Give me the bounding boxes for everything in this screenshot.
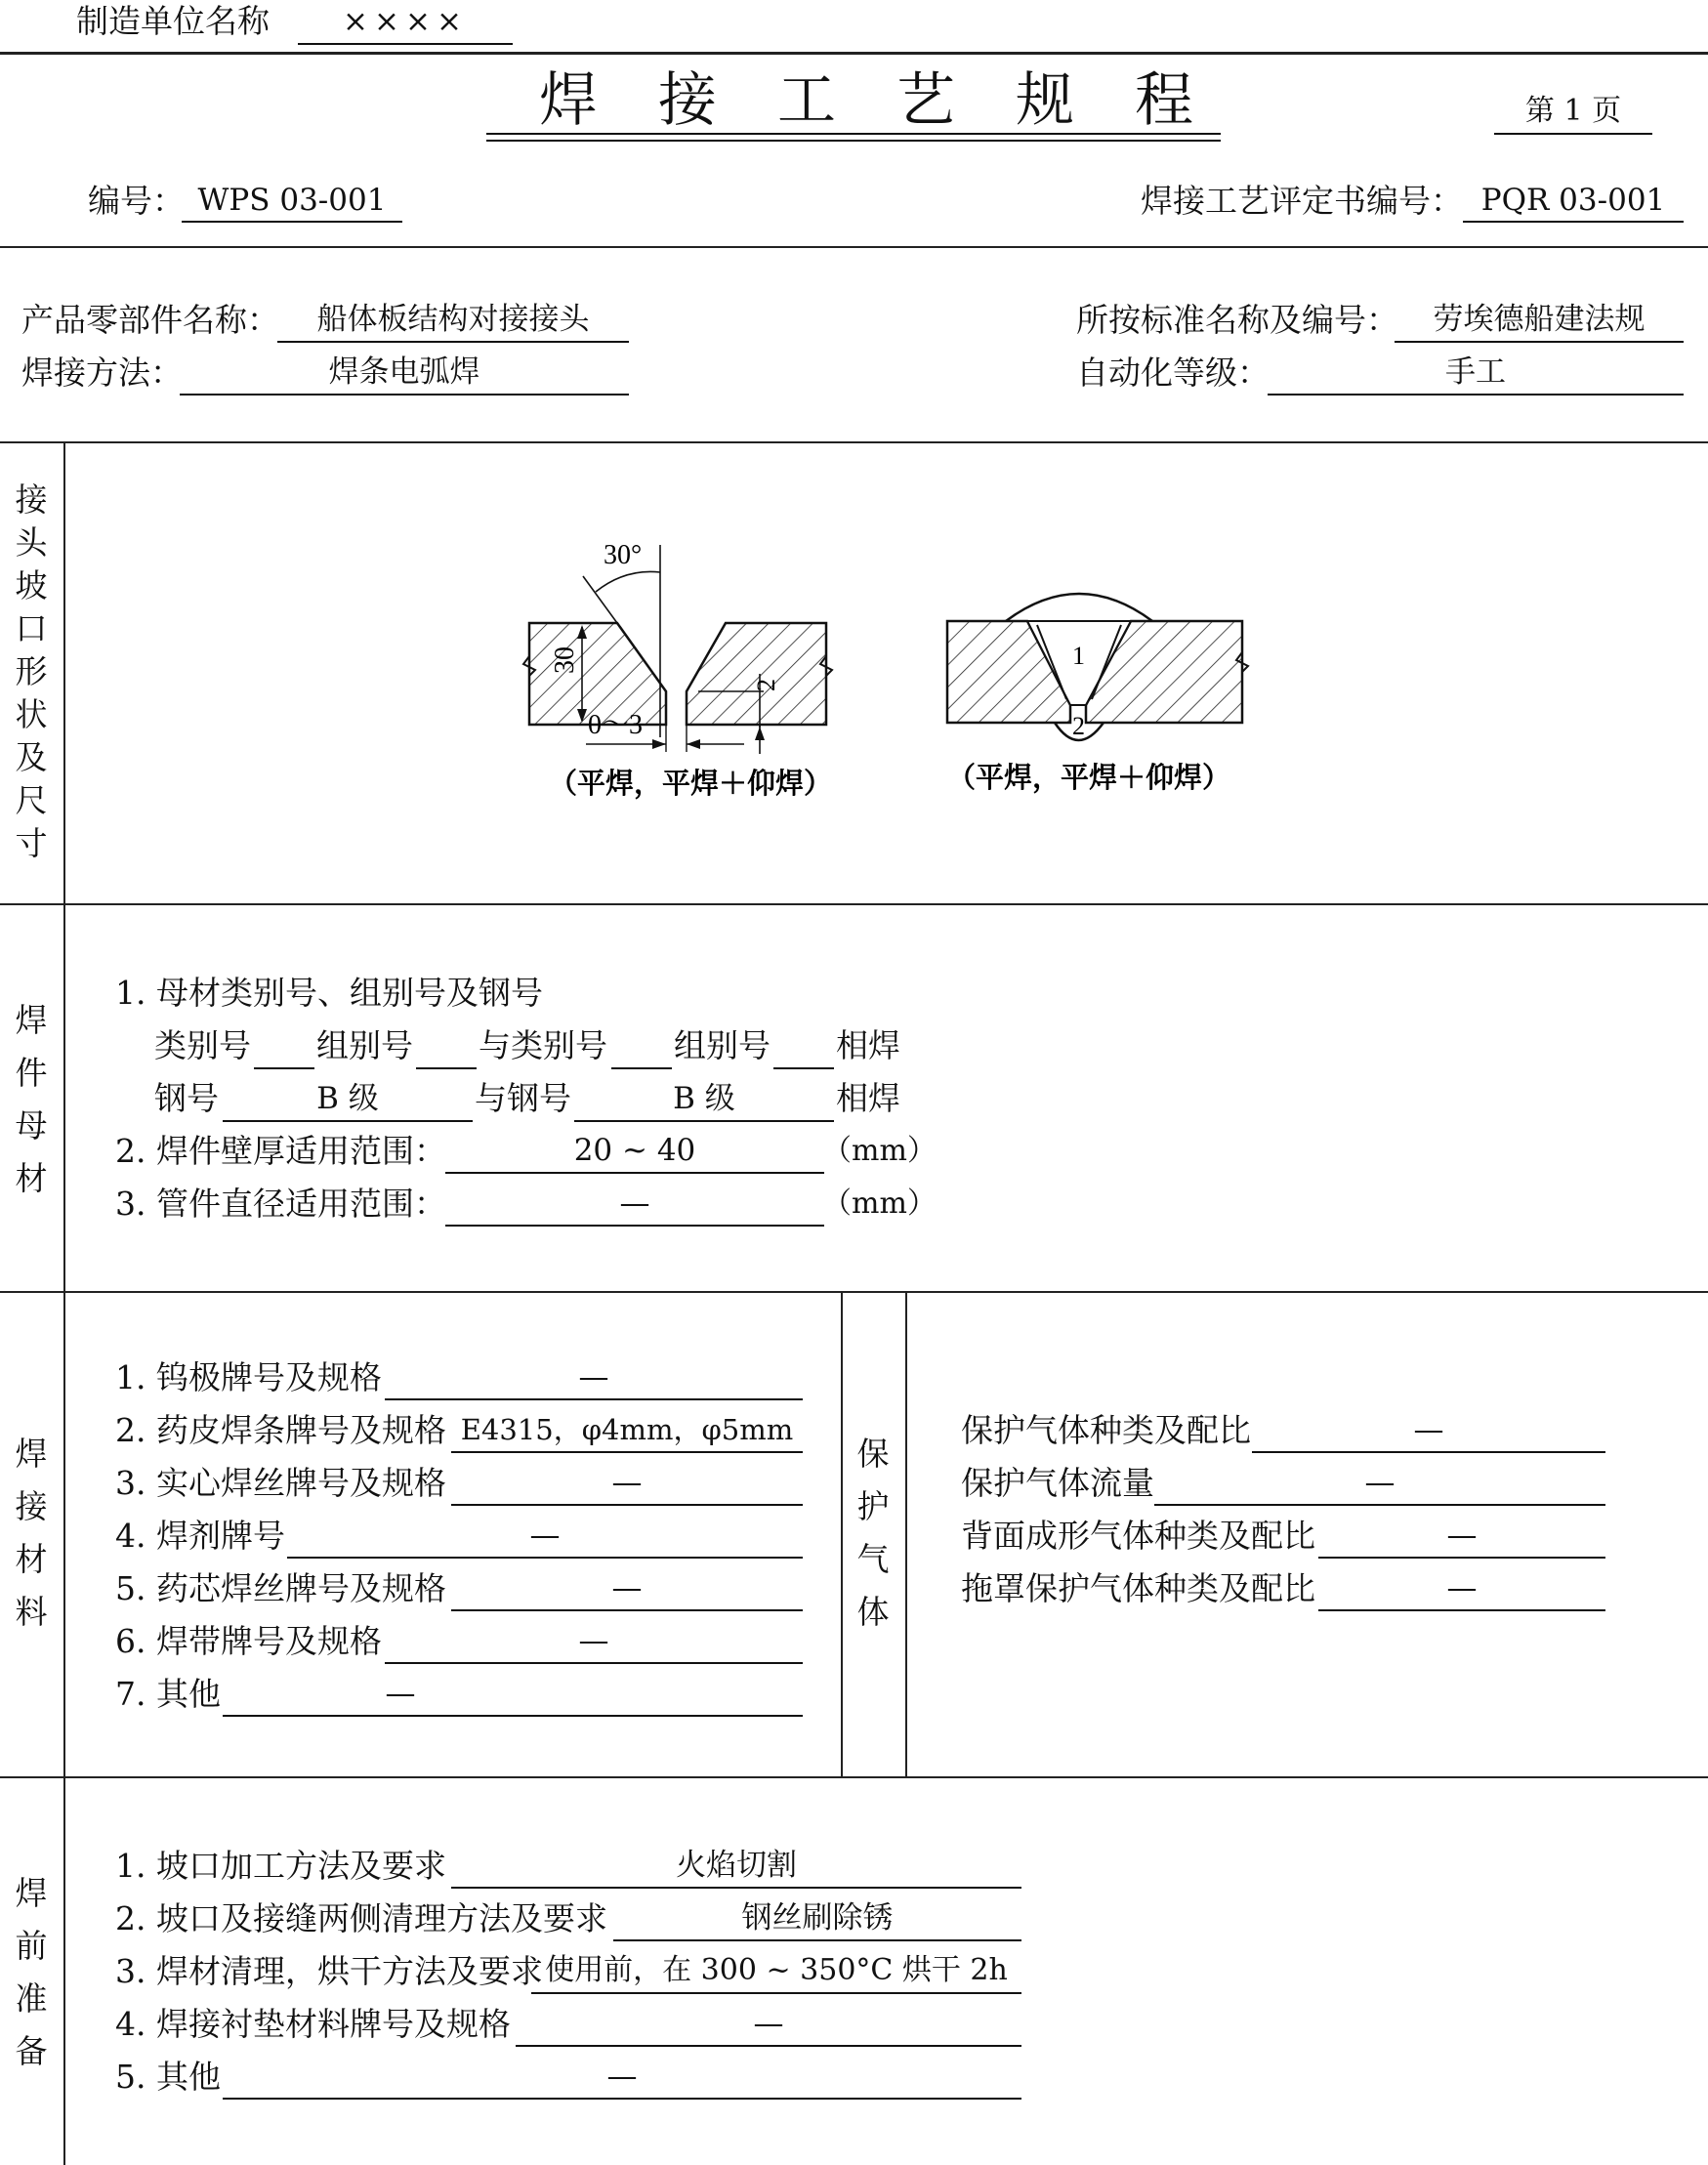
gas-item-label: 背面成形气体种类及配比 xyxy=(961,1517,1315,1555)
rule-materials xyxy=(0,1776,1708,1778)
pqr-no-label: 焊接工艺评定书编号： xyxy=(1141,182,1463,220)
rule-product xyxy=(0,441,1708,443)
pass-2-label: 2 xyxy=(1072,712,1085,740)
maker-label: 制造单位名称 xyxy=(76,2,270,40)
material-item-label: 3. 实心焊丝牌号及规格 xyxy=(115,1464,446,1502)
joint-side-label: 接 头 坡 口 形 状 及 尺 寸 xyxy=(15,480,48,862)
pass-1-label: 1 xyxy=(1072,642,1085,670)
prep-item-label: 5. 其他 xyxy=(115,2058,221,2096)
material-item-label: 5. 药芯焊丝牌号及规格 xyxy=(115,1569,446,1607)
part-value: 船体板结构对接接头 xyxy=(316,302,590,337)
rule-header xyxy=(0,246,1708,248)
gap-label: 0～3 xyxy=(588,710,644,740)
gas-item-value: — xyxy=(1413,1412,1444,1447)
method-value: 焊条电弧焊 xyxy=(328,354,480,390)
thickness-range-value: 20 ~ 40 xyxy=(573,1133,696,1168)
category-b-underline xyxy=(611,1028,672,1069)
root-face-label: 2 xyxy=(752,679,780,691)
angle-extension xyxy=(583,576,617,623)
material-item-value: — xyxy=(611,1570,643,1605)
diameter-range-label: 3. 管件直径适用范围： xyxy=(115,1185,446,1223)
thickness-range-unit: （mm） xyxy=(822,1134,937,1168)
gas-item-label: 保护气体种类及配比 xyxy=(961,1411,1251,1449)
material-item-value: — xyxy=(529,1518,561,1553)
prep-side-label: 焊 前 准 备 xyxy=(15,1874,48,2070)
weld-cap xyxy=(1006,594,1152,621)
prep-item-value: — xyxy=(753,2006,784,2041)
maker-value: ×××× xyxy=(343,4,468,39)
group-a-underline xyxy=(416,1028,477,1069)
caption-left: （平焊，平焊＋仰焊） xyxy=(549,767,833,800)
material-item-value: — xyxy=(578,1359,609,1395)
side-column-divider xyxy=(63,441,65,2165)
base-metal-line-1: 1. 母材类别号、组别号及钢号 xyxy=(115,974,543,1012)
material-item-label: 2. 药皮焊条牌号及规格 xyxy=(115,1411,446,1449)
angle-arc xyxy=(596,571,660,592)
standard-value: 劳埃德船建法规 xyxy=(1433,302,1646,337)
title-underline-1 xyxy=(486,133,1221,135)
gas-item-value: — xyxy=(1446,1518,1478,1553)
prep-item-label: 1. 坡口加工方法及要求 xyxy=(115,1847,446,1885)
gas-divider-left xyxy=(841,1291,843,1776)
gas-item-value: — xyxy=(1364,1465,1396,1500)
joint-diagram xyxy=(488,527,1289,811)
steel-b-value: B 级 xyxy=(673,1081,735,1116)
with-category-label: 与类别号 xyxy=(479,1026,607,1064)
gap-arrow-right xyxy=(687,739,700,749)
prep-item-value: 钢丝刷除锈 xyxy=(741,1900,894,1936)
material-item-value: E4315，φ4mm，φ5mm xyxy=(460,1413,794,1446)
material-item-value: — xyxy=(578,1623,609,1658)
gas-item-label: 保护气体流量 xyxy=(961,1464,1154,1502)
material-item-label: 7. 其他 xyxy=(115,1675,221,1713)
base-metal-side-label: 焊 件 母 材 xyxy=(15,1001,48,1197)
steel-label: 钢号 xyxy=(154,1079,219,1117)
rule-base-metal xyxy=(0,1291,1708,1293)
left-plate-right xyxy=(687,623,826,725)
gas-divider-right xyxy=(905,1291,907,1776)
pqr-no-value: PQR 03-001 xyxy=(1480,183,1666,218)
material-item-label: 6. 焊带牌号及规格 xyxy=(115,1622,382,1660)
rule-joint xyxy=(0,903,1708,905)
wps-no-value: WPS 03-001 xyxy=(197,183,387,218)
gap-arrow-left xyxy=(652,739,666,749)
weld-with-label-1: 相焊 xyxy=(836,1026,900,1064)
category-label-a: 类别号 xyxy=(154,1026,251,1064)
gas-item-value: — xyxy=(1446,1570,1478,1605)
prep-item-label: 2. 坡口及接缝两侧清理方法及要求 xyxy=(115,1899,607,1937)
diameter-range-value: — xyxy=(619,1186,650,1221)
prep-item-value: — xyxy=(606,2059,638,2094)
caption-right: （平焊，平焊＋仰焊） xyxy=(947,761,1231,794)
prep-item-value: 火焰切割 xyxy=(676,1848,797,1883)
group-label-a: 组别号 xyxy=(316,1026,413,1064)
gas-item-label: 拖罩保护气体种类及配比 xyxy=(961,1569,1315,1607)
thickness-label: 30 xyxy=(550,646,580,674)
angle-label: 30° xyxy=(604,540,643,570)
part-label: 产品零部件名称： xyxy=(21,301,279,339)
root-face-arrow xyxy=(755,727,765,740)
weld-with-label-2: 相焊 xyxy=(836,1079,900,1117)
steel-a-value: B 级 xyxy=(316,1081,379,1116)
material-item-label: 1. 钨极牌号及规格 xyxy=(115,1358,382,1396)
prep-item-label: 4. 焊接衬垫材料牌号及规格 xyxy=(115,2005,511,2043)
materials-side-label: 焊 接 材 料 xyxy=(15,1435,48,1631)
title-underline-2 xyxy=(486,140,1221,142)
page-title: 焊接工艺规程 xyxy=(539,66,1254,135)
category-a-underline xyxy=(254,1028,314,1069)
gas-side-label: 保 护 气 体 xyxy=(856,1435,890,1631)
page-number: 第 1 页 xyxy=(1524,94,1622,128)
diameter-range-unit: （mm） xyxy=(822,1187,937,1221)
with-steel-label: 与钢号 xyxy=(475,1079,571,1117)
material-item-label: 4. 焊剂牌号 xyxy=(115,1517,285,1555)
standard-label: 所按标准名称及编号： xyxy=(1076,301,1398,339)
group-label-b: 组别号 xyxy=(674,1026,771,1064)
prep-item-value: 使用前，在 300 ~ 350°C 烘干 2h xyxy=(545,1953,1008,1987)
material-item-value: — xyxy=(611,1465,643,1500)
prep-item-label: 3. 焊材清理，烘干方法及要求 xyxy=(115,1952,543,1990)
material-item-value: — xyxy=(385,1676,416,1711)
wps-no-label: 编号： xyxy=(88,182,185,220)
top-rule xyxy=(0,52,1708,55)
automation-value: 手工 xyxy=(1445,354,1506,390)
group-b-underline xyxy=(773,1028,834,1069)
automation-label: 自动化等级： xyxy=(1076,354,1270,392)
method-label: 焊接方法： xyxy=(21,354,183,392)
thickness-range-label: 2. 焊件壁厚适用范围： xyxy=(115,1132,446,1170)
